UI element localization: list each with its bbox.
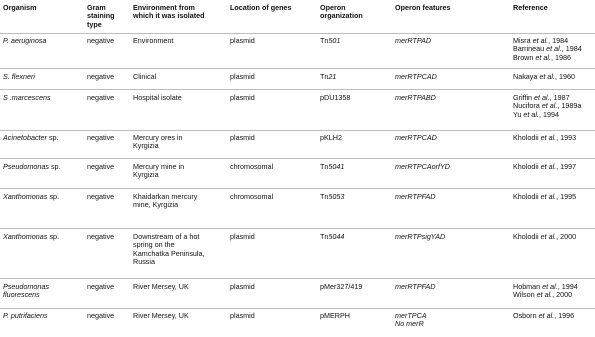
column-header (395, 4, 451, 12)
reference-etal: et al. (539, 72, 555, 81)
gram-stain-cell: negative (87, 311, 115, 320)
operon-organization-cell (320, 134, 342, 142)
column-header-line: Reference (513, 3, 548, 12)
column-header-line: Gram (87, 3, 106, 12)
gram-stain-cell: negative (87, 282, 115, 291)
reference-etal: et al. (535, 52, 551, 62)
reference-year: , 1960 (554, 72, 575, 81)
reference-author: Kholodii (513, 232, 541, 241)
operon-feature: merRTPABD (395, 93, 436, 102)
organism-name: P. aeruginosa (3, 36, 47, 45)
organism-cell (3, 134, 59, 142)
operon-prefix: Tn (320, 72, 329, 81)
reference-etal: et al. (523, 109, 539, 119)
reference-author: Griffin (513, 93, 535, 102)
environment-line: mine, Kyrgizia (133, 200, 179, 210)
reference-author: Barrineau (513, 44, 547, 54)
gene-location-cell: plasmid (230, 93, 255, 102)
organism-name: fluorescens (3, 290, 40, 300)
row-divider (0, 68, 595, 69)
column-header (513, 4, 548, 12)
organism-cell (3, 37, 46, 45)
environment-line: River Mersey, UK (133, 311, 189, 320)
row-divider (0, 33, 595, 34)
environment-cell (133, 283, 189, 291)
reference-author: Misra (513, 36, 533, 45)
operon-organization-cell (320, 283, 362, 291)
reference-cell (513, 163, 576, 171)
organism-cell (3, 94, 51, 102)
operon-features-cell (395, 233, 445, 241)
operon-features-cell (395, 193, 435, 201)
operon-features-cell (395, 163, 450, 171)
gene-location-cell: plasmid (230, 282, 255, 291)
operon-organization-cell (320, 193, 344, 201)
organism-name: sp. (47, 192, 59, 201)
column-header (3, 4, 37, 12)
operon-organization-cell (320, 73, 336, 81)
environment-line: spring on the (133, 240, 175, 250)
environment-cell (133, 37, 173, 45)
gram-stain-cell: negative (87, 232, 115, 241)
gram-stain-cell: negative (87, 162, 115, 171)
reference-year: , 1996 (554, 311, 575, 320)
gram-stain-cell: negative (87, 93, 115, 102)
gene-location-cell: chromosomal (230, 192, 274, 201)
operon-number: 5044 (328, 232, 345, 241)
reference-cell (513, 193, 576, 201)
operon-feature: merTPCA (395, 311, 427, 320)
gram-stain-cell: negative (87, 192, 115, 201)
environment-line: Kyrgizia (133, 170, 159, 180)
organism-cell (3, 163, 61, 171)
operon-feature: merRTPCAD (395, 72, 437, 81)
operon-prefix: Tn (320, 192, 329, 201)
organism-cell (3, 233, 59, 241)
column-header-line: Environment from (133, 3, 195, 12)
reference-year: , 1997 (556, 162, 577, 171)
gram-stain-cell: negative (87, 72, 115, 81)
operon-number: 21 (328, 72, 337, 81)
reference-cell (513, 73, 575, 81)
reference-year: , 2000 (552, 290, 573, 300)
reference-author: Nucifora (513, 101, 542, 111)
reference-year: , 1994 (539, 109, 559, 119)
operon-number: 5053 (328, 192, 345, 201)
column-header-line: Location of genes (230, 3, 292, 12)
reference-etal: et al. (536, 290, 553, 300)
operon-organization-cell (320, 37, 340, 45)
operon-feature: merRTPFAD (395, 282, 436, 291)
reference-year: , 1994 (557, 282, 578, 291)
reference-etal: et al. (546, 44, 562, 54)
reference-etal: et al. (541, 101, 558, 111)
operon-feature: No merR (395, 319, 424, 329)
column-header-line: Operon (320, 3, 346, 12)
organism-cell (3, 73, 35, 81)
environment-cell (133, 94, 182, 102)
environment-line: Clinical (133, 72, 157, 81)
operon-features-cell (395, 94, 436, 102)
reference-author: Kholodii (513, 162, 541, 171)
environment-line: Russia (133, 256, 155, 266)
operon-prefix: pMERPH (320, 311, 350, 320)
environment-cell (133, 163, 184, 180)
column-header-line: Operon features (395, 3, 451, 12)
row-divider (0, 158, 595, 159)
operon-prefix: pKLH2 (320, 133, 342, 142)
organism-name: sp. (47, 232, 59, 241)
operon-features-cell (395, 37, 431, 45)
gene-location-cell: plasmid (230, 232, 255, 241)
reference-author: Hobman (513, 282, 543, 291)
row-divider (0, 278, 595, 279)
operon-prefix: Tn (320, 36, 329, 45)
row-divider (0, 89, 595, 90)
column-header (230, 4, 292, 12)
column-header-line: staining (87, 11, 115, 21)
environment-line: Environment (133, 36, 174, 45)
column-header-line: which it was isolated (133, 11, 205, 21)
reference-cell (513, 94, 581, 119)
operon-feature: merRTPsigYAD (395, 232, 446, 241)
reference-etal: et al. (540, 162, 557, 171)
column-header-line: Organism (3, 3, 37, 12)
operon-number: 501 (328, 36, 341, 45)
organism-name: sp. (46, 133, 59, 142)
reference-etal: et al. (538, 311, 555, 320)
reference-year: , 1993 (556, 133, 577, 142)
environment-cell (133, 73, 156, 81)
operon-prefix: Tn (320, 232, 329, 241)
operon-organization-cell (320, 233, 344, 241)
reference-etal: et al. (540, 133, 557, 142)
reference-etal: et al. (532, 36, 549, 45)
reference-author: Brown (513, 52, 536, 62)
reference-etal: et al. (540, 192, 557, 201)
environment-line: Khaidarkan mercury (133, 192, 198, 201)
organism-name: P. putrifaciens (3, 311, 48, 320)
row-divider (0, 228, 595, 229)
operon-prefix: pDU1358 (320, 93, 351, 102)
environment-line: Kamchatka Peninsula, (133, 248, 205, 258)
environment-cell (133, 193, 197, 210)
environment-line: Kyrgizia (133, 141, 159, 151)
operon-feature: merRTPCAD (395, 133, 437, 142)
reference-cell (513, 134, 576, 142)
column-header (320, 4, 363, 21)
reference-author: Wilson (513, 290, 537, 300)
reference-author: Kholodii (513, 133, 541, 142)
operon-features-cell (395, 312, 427, 329)
operon-number: 5041 (328, 162, 345, 171)
organism-cell (3, 283, 49, 300)
environment-cell (133, 312, 189, 320)
organism-name: Xanthomonas (3, 232, 48, 241)
reference-year: , 1986 (550, 52, 571, 62)
organism-cell (3, 193, 59, 201)
operon-prefix: pMer327/419 (320, 282, 363, 291)
operon-feature: merRTPAD (395, 36, 432, 45)
reference-cell (513, 312, 574, 320)
operon-features-cell (395, 283, 435, 291)
operon-features-cell (395, 73, 437, 81)
reference-etal: et al. (534, 93, 550, 102)
row-divider (0, 130, 595, 131)
reference-etal: et al. (540, 232, 557, 241)
operon-organization-cell (320, 163, 344, 171)
gene-location-cell: plasmid (230, 133, 255, 142)
reference-year: , 1989a (557, 101, 582, 111)
row-divider (0, 308, 595, 309)
environment-line: Hospital isolate (133, 93, 182, 102)
reference-author: Osborn (513, 311, 539, 320)
column-header-line: organization (320, 11, 363, 21)
reference-author: Nakaya (513, 72, 540, 81)
gram-stain-cell: negative (87, 36, 115, 45)
environment-cell (133, 233, 205, 266)
environment-line: Mercury mine in (133, 162, 185, 171)
reference-cell (513, 233, 576, 241)
operon-feature: merRTPCAorfYD (395, 162, 450, 171)
gene-location-cell: plasmid (230, 36, 255, 45)
gram-stain-cell: negative (87, 133, 115, 142)
environment-line: Mercury ores in (133, 133, 183, 142)
organism-name: S. flexneri (3, 72, 35, 81)
environment-line: River Mersey, UK (133, 282, 189, 291)
organism-name: sp. (48, 162, 61, 171)
environment-line: Downstream of a hot (133, 232, 200, 241)
reference-year: , 2000 (556, 232, 577, 241)
operon-feature: merRTPFAD (395, 192, 436, 201)
reference-year: , 1995 (556, 192, 577, 201)
reference-year: , 1984 (561, 44, 582, 54)
row-divider (0, 188, 595, 189)
operon-features-cell (395, 134, 437, 142)
gene-location-cell: plasmid (230, 72, 255, 81)
organism-name: Xanthomonas (3, 192, 48, 201)
operon-organization-cell (320, 94, 350, 102)
reference-year: , 1984 (548, 36, 569, 45)
organism-name: Pseudomonas (3, 162, 49, 171)
reference-etal: et al. (542, 282, 558, 291)
gene-location-cell: chromosomal (230, 162, 274, 171)
reference-author: Kholodii (513, 192, 541, 201)
operon-prefix: Tn (320, 162, 329, 171)
reference-year: , 1987 (549, 93, 570, 102)
gene-location-cell: plasmid (230, 311, 255, 320)
organism-name: Pseudomonas (3, 282, 49, 291)
operon-organization-cell (320, 312, 350, 320)
column-header (133, 4, 205, 21)
organism-name: Acinetobacter (3, 133, 47, 142)
environment-cell (133, 134, 183, 151)
column-header (87, 4, 115, 29)
column-header-line: type (87, 19, 102, 29)
reference-cell (513, 283, 578, 300)
reference-author: Yu (513, 109, 524, 119)
reference-cell (513, 37, 582, 62)
organism-cell (3, 312, 48, 320)
organism-name: S .marcescens (3, 93, 51, 102)
